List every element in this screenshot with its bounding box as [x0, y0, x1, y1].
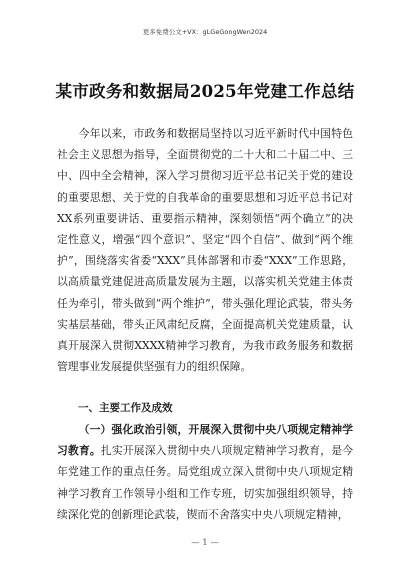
subsection-body: 扎实开展深入贯彻中央八项规定精神学习教育，是今年党建工作的重点任务。局党组成立深入贯彻中央八项规定精神学习教育工作领导小组和工作专班，切实加强组织领导，持续深化党的创新理论武装，锲而不舍落实中央八项规定精神， [57, 444, 354, 521]
document-title: 某市政务和数据局2025年党建工作总结 [55, 82, 355, 101]
section-heading: 一、主要工作及成效 [78, 402, 173, 414]
intro-paragraph: 今年以来，市政务和数据局坚持以习近平新时代中国特色社会主义思想为指导，全面贯彻党的二十大和二十届二中、三中、四中全会精神，深入学习贯彻习近平总书记关于党的建设的重要思想、关于党的自我革命的重要思想和习近平总书记对XX系列重要讲话、重要指示精神，深刻领悟“两个确立”的决定性意义，增强“四个意识”、坚定“四个自信”、做到“两个维护”，围绕落实省委“XXX”具体部署和市委“XXX”工作思路，以高质量党建促进高质量发展为主题，以落实机关党建主体责任为牵引，带头做到“两个维护”，带头强化理论武装，带头务实基层基础，带头正风肃纪反腐，全面提高机关党建质量，认真开展深入贯彻XXXX精神学习教育，为我市政务服务和数据管理事业发展提供坚强有力的组织保障。 [57, 127, 353, 374]
subsection-heading: （一）强化政治引领，开展深入贯彻中央八项规定精神学习教育。 [57, 423, 353, 458]
subsection-paragraph [57, 419, 353, 525]
page-number: — 1 — [191, 538, 219, 548]
header-note: 更多免费公文+VX：gLGeGongWen2024 [142, 28, 268, 36]
